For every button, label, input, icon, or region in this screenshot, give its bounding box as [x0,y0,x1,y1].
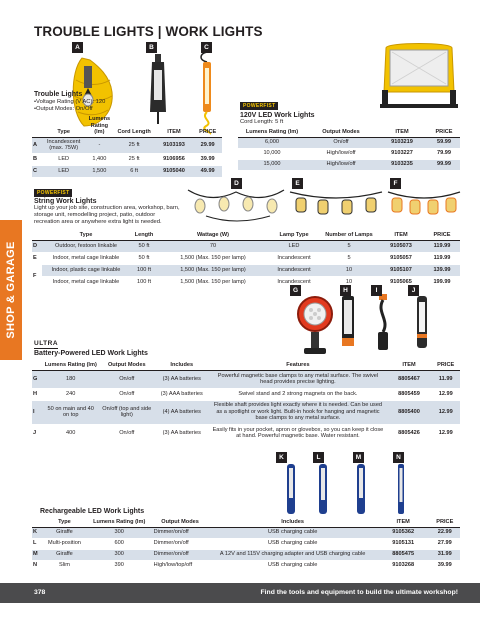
string-light-e-image [288,188,384,228]
table-row: C LED 1,500 6 ft 9105040 49.99 [32,165,222,177]
string-lights-title: String Work Lights [34,198,97,205]
rechargeable-light-k-image [284,462,298,516]
col-header: Lumens Rating (lm) [87,518,152,527]
string-lights-table [32,231,460,289]
string-lights-description: Light up your job site, construction area, workshop, barn, storage unit, remodelling project, patio, outdoor recreation area or anywhere extra light is needed. [34,205,180,225]
col-header: ITEM [376,128,428,137]
trouble-lights-table [32,115,222,178]
col-header: PRICE [424,231,460,240]
rechargeable-light-n-image [394,462,408,516]
led-120v-title: 120V LED Work Lights [240,112,315,119]
col-header: Number of Lamps [320,231,378,240]
table-row: F Indoor, plastic cage linkable 100 ft 1,500 (Max. 150 per lamp) Incandescent 10 9105107 139.99 [32,264,460,276]
ultra-logo: ULTRA [34,340,59,347]
marker-a: A [72,42,83,53]
col-header: Includes [208,518,376,527]
col-header: Type [42,115,85,137]
marker-d: D [231,178,242,189]
footer-tagline: Find the tools and equipment to build the ultimate workshop! [260,589,458,596]
table-row: 6,000 On/off 9103219 59.99 [238,137,460,148]
col-header: PRICE [430,518,460,527]
col-header: Lumens Rating (lm) [238,128,306,137]
marker-j: J [408,285,419,296]
powerfist-logo: POWERFIST [240,102,278,110]
marker-e: E [292,178,303,189]
col-header: Length [130,231,158,240]
marker-i: I [371,285,382,296]
col-header: Wattage (W) [158,231,268,240]
page-title: TROUBLE LIGHTS | WORK LIGHTS [34,24,263,39]
col-header: PRICE [193,115,222,137]
col-header: Lamp Type [268,231,320,240]
led-120v-table [238,128,460,171]
powerfist-logo: POWERFIST [34,189,72,197]
col-header: ITEM [378,231,424,240]
trouble-bullet-modes: •Output Modes: On/Off [34,106,93,112]
battery-lights-title: Battery-Powered LED Work Lights [34,350,148,357]
table-row: I 50 on main and 40 on top On/off (top and side light) (4) AA batteries Flexible shaft provides light exactly where it is needed. Can be used as a spotlight or work light. Built-in hook for hanging and magnetic base clamps to any metal surface. 8805400 12.99 [32,400,460,424]
col-header: Output Modes [99,361,154,370]
table-row: H 240 On/off (3) AAA batteries Swivel stand and 2 strong magnets on the back. 8805459 12.99 [32,388,460,400]
col-header: Features [209,361,386,370]
battery-lights-table [32,361,460,443]
battery-light-g-image [296,294,334,356]
col-header: PRICE [428,128,460,137]
table-row: N Slim 390 High/low/top/off USB charging cable 9103268 39.99 [32,560,460,571]
table-row: L Multi-position 600 Dimmer/on/off USB charging cable 9105131 27.99 [32,538,460,549]
col-header: Type [42,518,87,527]
col-header: ITEM [377,518,430,527]
marker-l: L [313,452,324,463]
col-header: ITEM [387,361,432,370]
rechargeable-lights-title: Rechargeable LED Work Lights [40,508,145,515]
table-row: B LED 1,400 25 ft 9106956 39.99 [32,153,222,165]
marker-g: G [290,285,301,296]
table-row: 15,000 High/low/off 9103235 99.99 [238,159,460,170]
col-header: Output Modes [306,128,376,137]
marker-f: F [390,178,401,189]
battery-light-i-image [372,292,394,352]
col-header: ITEM [155,115,194,137]
col-header: PRICE [431,361,460,370]
table-row: 10,000 High/low/off 9103227 79.99 [238,148,460,159]
marker-c: C [201,42,212,53]
table-row: Indoor, metal cage linkable 100 ft 1,500 (Max. 150 per lamp) Incandescent 10 9105065 199.99 [32,276,460,288]
page-footer [0,583,480,603]
rechargeable-light-m-image [354,462,368,516]
battery-light-j-image [414,294,430,350]
col-header: Output Modes [152,518,209,527]
col-header: Type [42,231,130,240]
marker-m: M [353,452,364,463]
col-header: Cord Length [114,115,155,137]
table-row: M Giraffe 300 Dimmer/on/off A 12V and 115V charging adapter and USB charging cable 8805475 31.99 [32,549,460,560]
side-tab-label: SHOP & GARAGE [5,241,17,339]
rechargeable-lights-table [32,518,460,572]
trouble-lights-title: Trouble Lights [34,91,83,98]
marker-h: H [340,285,351,296]
table-row: D Outdoor, festoon linkable 50 ft 70 LED 5 9105073 119.99 [32,240,460,252]
led-120v-cord-length: Cord Length: 5 ft [240,119,284,125]
trouble-light-b-image [146,52,172,124]
rechargeable-light-l-image [316,462,330,516]
col-header: Includes [154,361,209,370]
table-row: J 400 On/off (3) AA batteries Easily fits in your pocket, apron or glovebox, so you can keep it close at hand. Powerful magnetic base. Water resistant. 8805426 12.99 [32,424,460,442]
marker-b: B [146,42,157,53]
marker-n: N [393,452,404,463]
marker-k: K [276,452,287,463]
string-light-f-image [386,188,462,228]
led-120v-work-light-image [380,42,458,108]
string-light-d-image [186,186,286,228]
table-row: E Indoor, metal cage linkable 50 ft 1,500 (Max. 150 per lamp) Incandescent 5 9105057 119.99 [32,252,460,264]
table-row: K Giraffe 300 Dimmer/on/off USB charging cable 9105362 22.99 [32,527,460,538]
battery-light-h-image [340,294,356,350]
table-row: G 180 On/off (3) AA batteries Powerful magnetic base clamps to any metal surface. The swivel head provides precise lighting. 8805467 11.99 [32,370,460,388]
side-category-tab [0,220,22,360]
trouble-bullet-voltage: •Voltage Rating (V AC): 120 [34,99,106,105]
col-header: Lumens Rating (lm) [85,115,114,137]
page-number: 378 [34,589,46,596]
table-row: A Incandescent (max. 75W) - 25 ft 9103193 29.99 [32,137,222,153]
col-header: Lumens Rating (lm) [42,361,99,370]
